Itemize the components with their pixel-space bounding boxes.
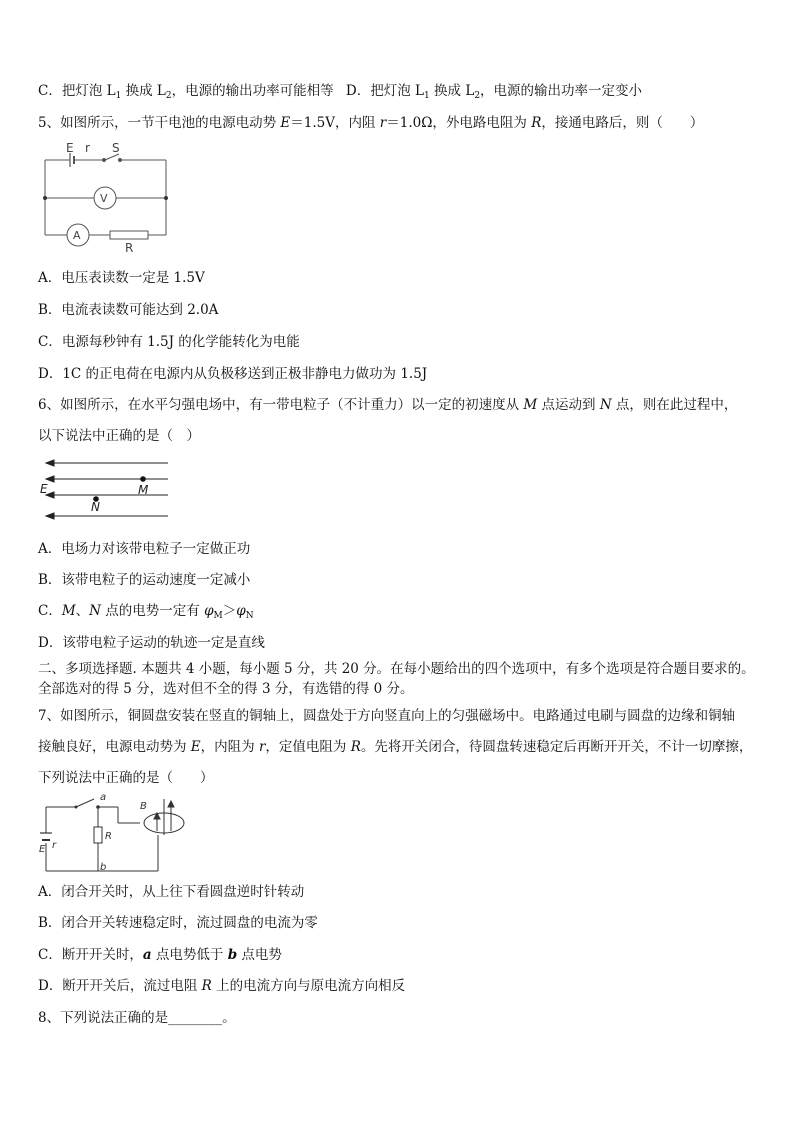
q5-circuit-diagram [40,140,180,255]
q7-label-field-b: B [140,801,147,812]
q7-label-emf: E [39,844,46,855]
q7-label-a: a [100,792,107,803]
q5-label-r: r [85,141,90,155]
q5-label-s: S [112,141,120,155]
q6-option-c: C．M、N 点的电势一定有 $\varphi_M>\varphi_N$ [38,603,254,621]
q5-stem: 5、如图所示，一节干电池的电源电动势 E＝1.5V，内阻 r＝1.0Ω，外电路电阻为 R，接通电路后，则（ ） [38,115,704,131]
q7-label-b: b [100,862,107,873]
q7-option-b: B．闭合开关转速稳定时，流过圆盘的电流为零 [38,915,318,931]
q7-option-a: A．闭合开关时，从上往下看圆盘逆时针转动 [38,884,305,900]
q4-options-cd [38,82,642,100]
q7-label-resistor: R [105,831,112,842]
q5-label-voltmeter: V [100,192,108,205]
q6-label-m: M [138,483,149,497]
q6-stem-2: 以下说法中正确的是（ ） [38,428,200,444]
q6-option-b: B．该带电粒子的运动速度一定减小 [38,572,251,588]
q5-option-a: A．电压表读数一定是 1.5V [38,270,205,286]
q8-stem: 8、下列说法正确的是________。 [38,1010,236,1026]
q4-option-c: C．把灯泡 $L_1$ 换成 $L_2$，电源的输出功率可能相等 [38,83,334,101]
q5-option-c: C．电源每秒钟有 1.5J 的化学能转化为电能 [38,334,300,350]
q6-label-e: E [40,482,48,496]
q7-option-c: C．断开开关时，a 点电势低于 b 点电势 [38,947,282,963]
section2-instructions-line1: 二、多项选择题. 本题共 4 小题，每小题 5 分，共 20 分。在每小题给出的四个选项中，有多个选项是符合题目要求的。 [38,661,755,677]
section2-instructions-line2: 全部选对的得 5 分，选对但不全的得 3 分，有选错的得 0 分。 [38,681,414,697]
q7-option-d: D．断开开关后，流过电阻 R 上的电流方向与原电流方向相反 [38,978,406,994]
q5-label-e: E [66,141,74,155]
q5-option-b: B．电流表读数可能达到 2.0A [38,302,219,318]
q7-stem-2: 接触良好，电源电动势为 E，内阻为 r，定值电阻为 R。先将开关闭合，待圆盘转速稳定后再断开开关，不计一切摩擦， [38,739,753,755]
q5-option-d: D．1C 的正电荷在电源内从负极移送到正极非静电力做功为 1.5J [38,366,428,382]
q6-option-a: A．电场力对该带电粒子一定做正功 [38,541,251,557]
q6-stem: 6、如图所示，在水平匀强电场中，有一带电粒子（不计重力）以一定的初速度从 M 点运动到 N 点，则在此过程中， [38,397,738,413]
q6-label-n: N [91,500,100,514]
q4-option-d: D．把灯泡 $L_1$ 换成 $L_2$，电源的输出功率一定变小 [345,83,643,101]
q5-label-ammeter: A [73,229,81,242]
q6-field-diagram [38,455,178,527]
q6-option-d: D．该带电粒子运动的轨迹一定是直线 [38,635,265,651]
q7-label-r: r [52,840,57,851]
q7-stem-1: 7、如图所示，铜圆盘安装在竖直的铜轴上，圆盘处于方向竖直向上的匀强磁场中。电路通过电刷与圆盘的边缘和铜轴 [38,708,736,724]
q5-label-resistor: R [125,241,134,255]
q7-disk-circuit-diagram [38,792,198,875]
q7-stem-3: 下列说法中正确的是（ ） [38,770,214,786]
